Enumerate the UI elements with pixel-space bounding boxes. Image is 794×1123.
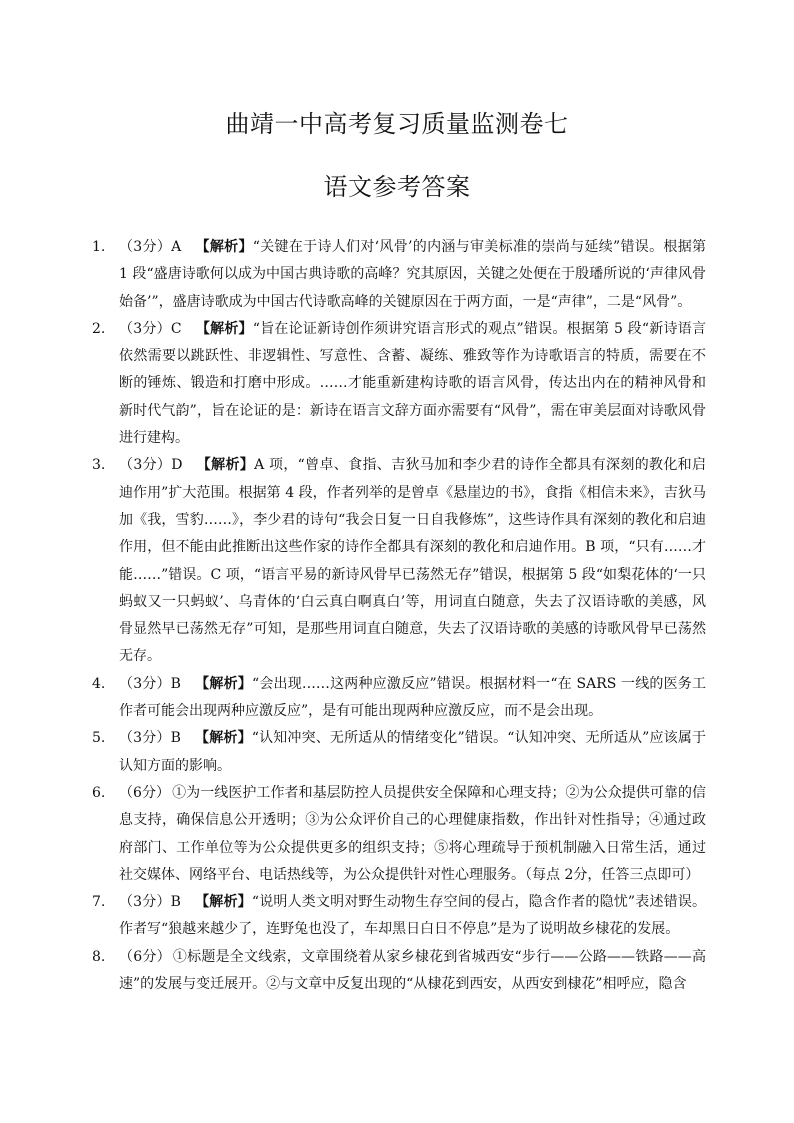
answer-number: 6. [92, 784, 106, 801]
answer-score: （6分） [119, 784, 171, 801]
answer-number: 8. [92, 948, 106, 965]
answer-score: （3分）A [119, 239, 182, 255]
answer-item [92, 452, 706, 670]
answer-score: （3分）B [119, 894, 181, 911]
answer-item [92, 889, 706, 944]
answer-number: 7. [92, 894, 106, 911]
answer-text: ①为一线医护工作者和基层防控人员提供安全保障和心理支持；②为公众提供可靠的信息支持，确保信息公开透明；③为公众评价自己的心理健康指数，作出针对性指导；④通过政府部门、工作单位等为公众提供更多的组织支持；⑤将心理疏导于预机制融入日常生活，通过社交媒体、网络平台、电话热线等，为公众提供针对性心理服务。（每点 2分，任答三点即可） [119, 784, 706, 883]
answer-item [92, 234, 706, 316]
analysis-label: 【解析】 [194, 894, 252, 911]
analysis-label: 【解析】 [196, 457, 255, 474]
answer-score: （3分）D [119, 457, 183, 474]
answer-text: “会出现……这两种应激反应”错误。根据材料一“在 SARS 一线的医务工作者可能会出现两种应激反应”，是有可能出现两种应激反应，而不是会出现。 [119, 675, 707, 720]
answer-number: 4. [92, 675, 106, 692]
answer-number: 2. [92, 320, 106, 337]
analysis-label: 【解析】 [194, 730, 252, 747]
answer-score: （3分）C [119, 320, 182, 337]
answer-item [92, 944, 706, 999]
answer-text: ①标题是全文线索，文章围绕着从家乡棣花到省城西安“步行——公路——铁路——高速”的发展与变迁展开。②与文章中反复出现的“从棣花到西安，从西安到棣花”相呼应，隐含 [119, 948, 706, 993]
answer-number: 3. [92, 457, 106, 474]
answer-item [92, 316, 706, 452]
answer-item [92, 725, 706, 780]
answer-text: A 项，“曾卓、食指、吉狄马加和李少君的诗作全都具有深刻的教化和启迪作用”扩大范围。根据第 4 段，作者列举的是曾卓《悬崖边的书》，食指《相信未来》，吉狄马加《我，雪豹……》，李少君的诗句“我会日复一日自我修炼”，这些诗作具有深刻的教化和启迪作用，但不能由此推断出这些作家的诗作全都具有深刻的教化和启迪作用。B 项，“只有……才能……”错误。C 项，“语言平易的新诗风骨早已荡然无存”错误，根据第 5 段“如梨花体的‘一只蚂蚁又一只蚂蚁’、乌青体的‘白云真白啊真白’等，用词直白随意，失去了汉语诗歌的美感，风骨显然早已荡然无存”可知，是那些用词直白随意，失去了汉语诗歌的美感的诗歌风骨早已荡然无存。 [119, 457, 707, 665]
answer-item [92, 780, 706, 889]
analysis-label: 【解析】 [194, 675, 252, 692]
answer-score: （3分）B [119, 730, 181, 747]
document-title: 曲靖一中高考复习质量监测卷七 [225, 110, 569, 138]
answer-number: 1. [92, 239, 106, 255]
answer-text: “说明人类文明对野生动物生存空间的侵占，隐含作者的隐忧”表述错误。作者写“狼越来越少了，连野兔也没了，车却黑日白日不停息”是为了说明故乡棣花的发展。 [119, 894, 707, 938]
answer-list [92, 234, 706, 998]
analysis-label: 【解析】 [195, 239, 253, 255]
answer-number: 5. [92, 730, 106, 747]
answer-text: “关键在于诗人们对‘风骨’的内涵与审美标准的崇尚与延续”错误。根据第 1 段“盛唐诗歌何以成为中国古典诗歌的高峰？究其原因，关键之处便在于殷璠所说的‘声律风骨始备’”，盛唐诗歌成为中国古代诗歌高峰的关键原因在于两方面，一是“声律”，二是“风骨”。 [119, 239, 706, 310]
answer-item [92, 671, 706, 726]
analysis-label: 【解析】 [195, 320, 253, 337]
answer-text: “认知冲突、无所适从的情绪变化”错误。“认知冲突、无所适从”应该属于认知方面的影响。 [119, 730, 706, 774]
answer-score: （3分）B [119, 675, 181, 692]
answer-text: “旨在论证新诗创作须讲究语言形式的观点”错误。根据第 5 段“新诗语言依然需要以跳跃性、非逻辑性、写意性、含蓄、凝练、雅致等作为诗歌语言的特质，需要在不断的锤炼、锻造和打磨中形成。……才能重新建构诗歌的语言风骨，传达出内在的精神风骨和新时代气韵”，旨在论证的是：新诗在语言文辞方面亦需要有“风骨”，需在审美层面对诗歌风骨进行建构。 [119, 320, 707, 447]
document-subtitle: 语文参考答案 [323, 173, 471, 201]
answer-score: （6分） [119, 948, 171, 965]
